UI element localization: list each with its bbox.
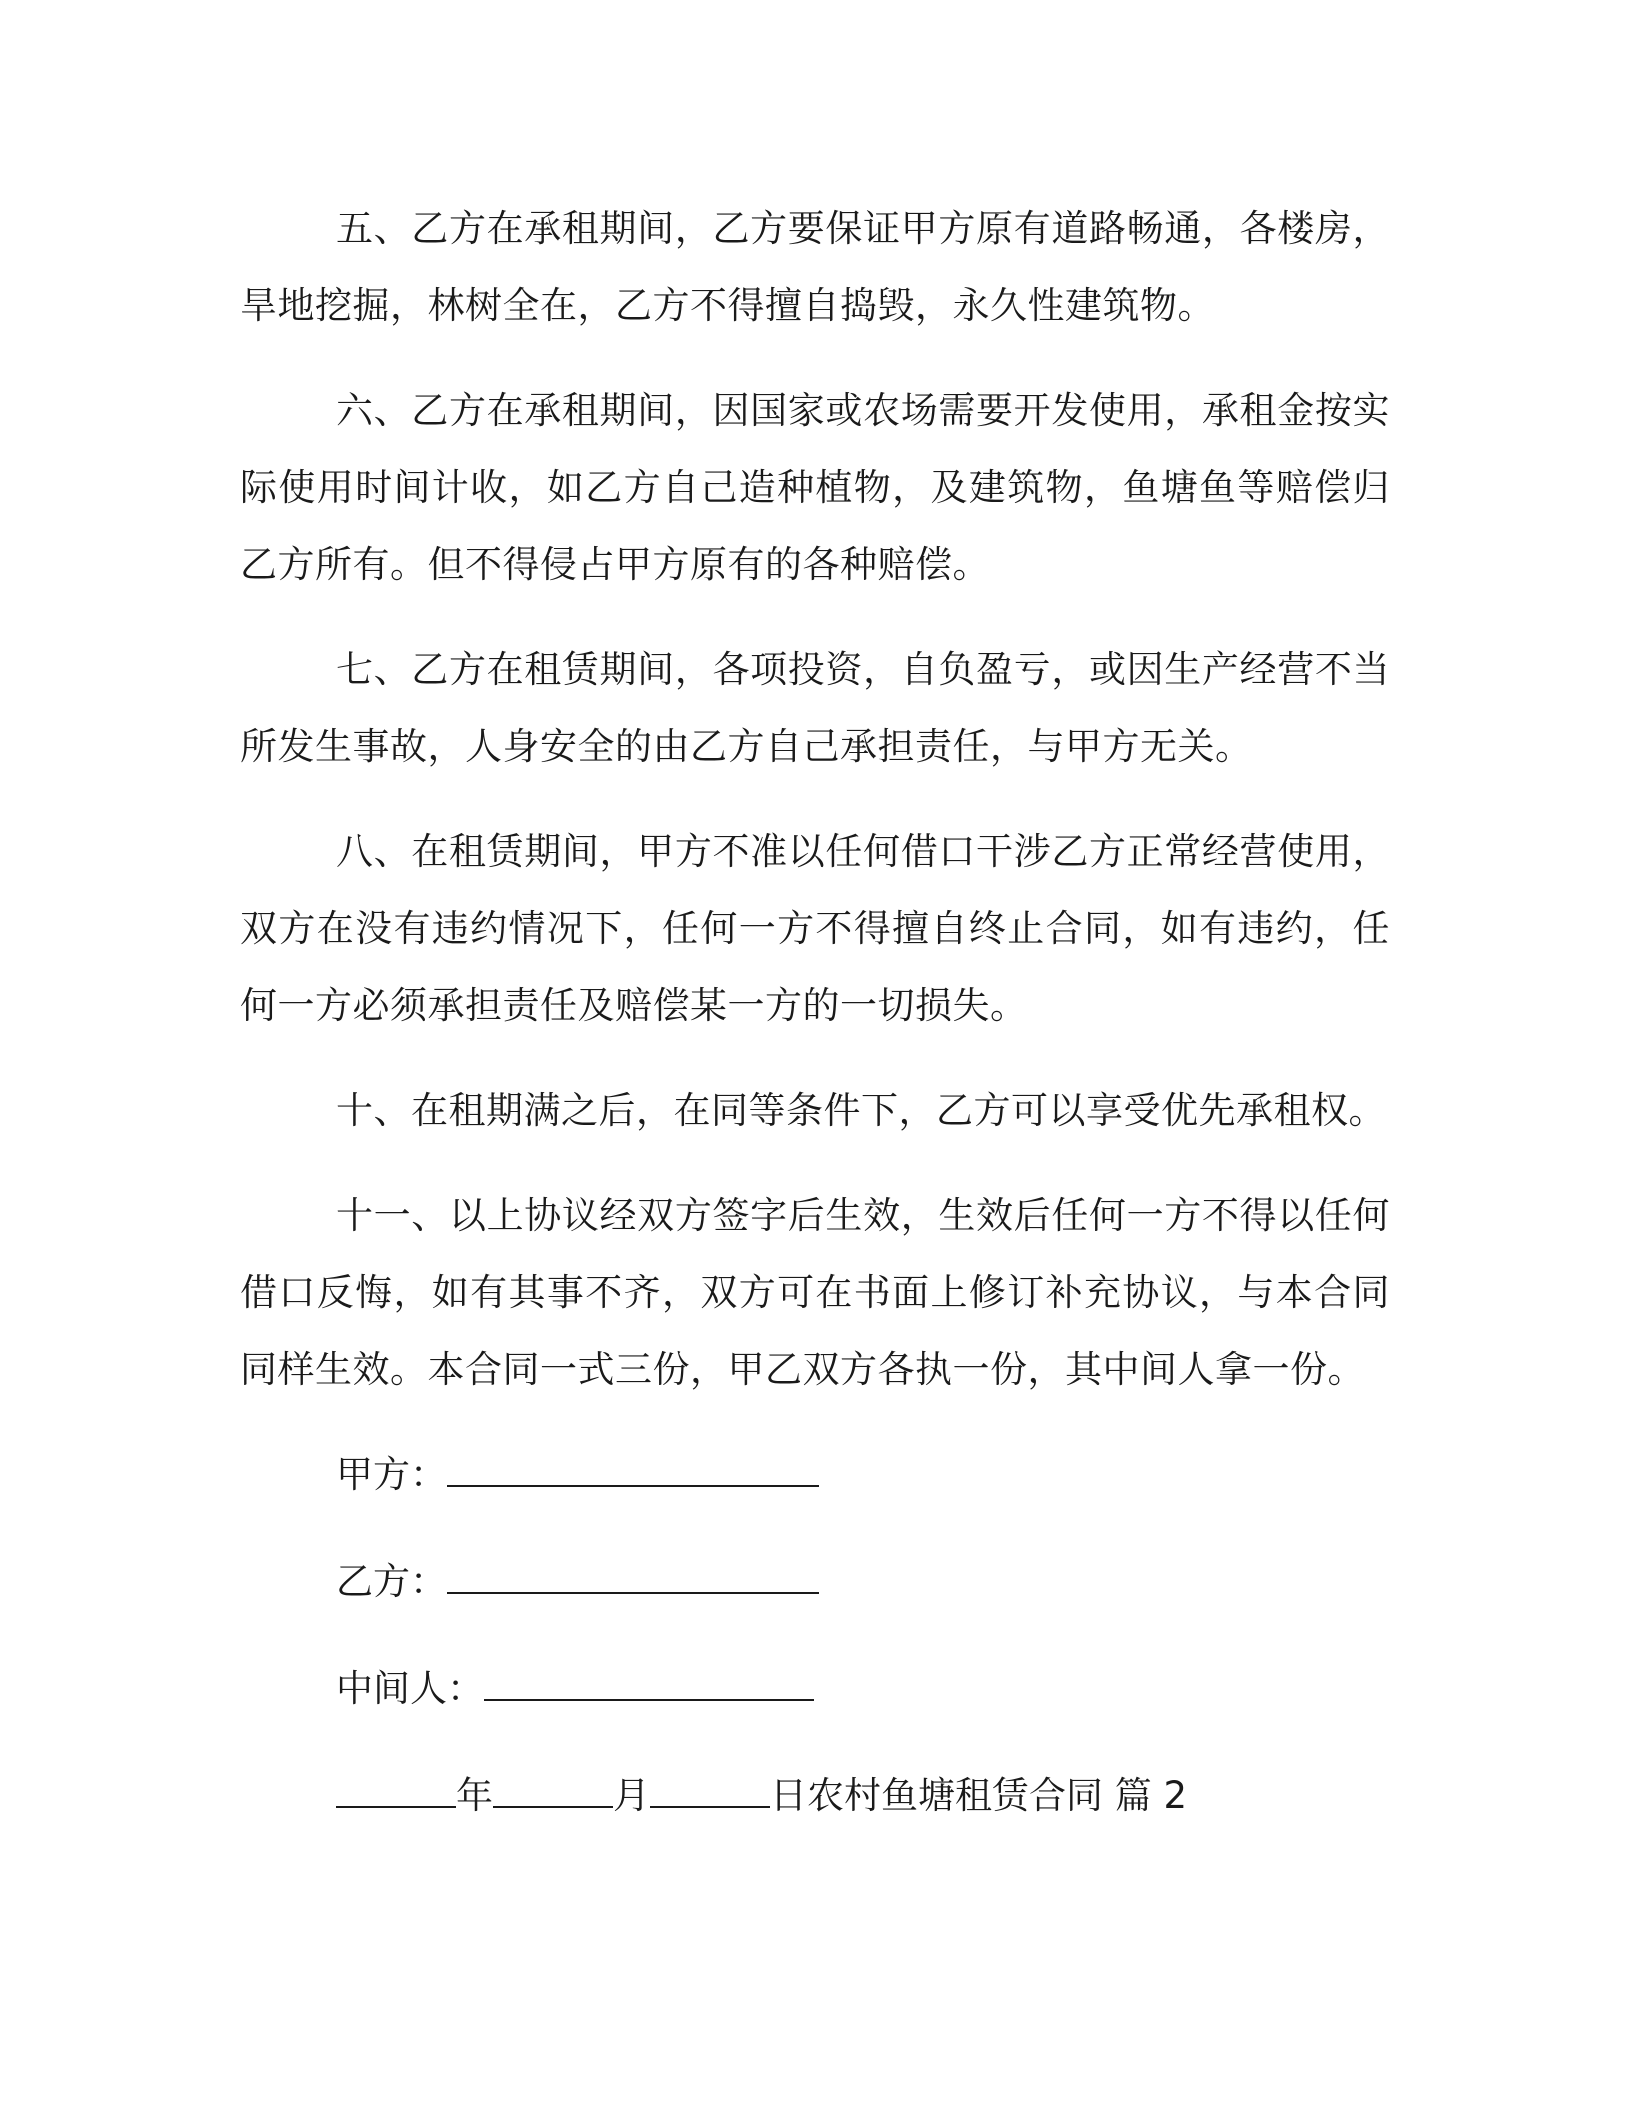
clause-8: 八、在租赁期间，甲方不准以任何借口干涉乙方正常经营使用，双方在没有违约情况下，任何一方不得擅自终止合同，如有违约，任何一方必须承担责任及赔偿某一方的一切损失。 (240, 830, 1390, 1027)
signature-label-middleman: 中间人： (336, 1667, 484, 1710)
signature-blank-party-a (447, 1455, 819, 1487)
signature-label-party-a: 甲方： (336, 1453, 447, 1496)
signature-blank-middleman (484, 1669, 814, 1701)
clause-7: 七、乙方在租赁期间，各项投资，自负盈亏，或因生产经营不当所发生事故，人身安全的由乙方自己承担责任，与甲方无关。 (240, 648, 1390, 768)
year-blank (336, 1776, 456, 1808)
signature-middleman (240, 1650, 1390, 1727)
clause-11: 十一、以上协议经双方签字后生效，生效后任何一方不得以任何借口反悔，如有其事不齐，双方可在书面上修订补充协议，与本合同同样生效。本合同一式三份，甲乙双方各执一份，其中间人拿一份。 (240, 1194, 1390, 1391)
signature-party-a (240, 1436, 1390, 1513)
day-blank (650, 1776, 770, 1808)
day-and-title: 日农村鱼塘租赁合同 篇 2 (770, 1774, 1188, 1817)
month-label: 月 (613, 1774, 650, 1817)
signature-party-b (240, 1543, 1390, 1620)
year-label: 年 (456, 1774, 493, 1817)
clause-10: 十、在租期满之后，在同等条件下，乙方可以享受优先承租权。 (336, 1089, 1386, 1132)
clause-6: 六、乙方在承租期间，因国家或农场需要开发使用，承租金按实际使用时间计收，如乙方自己造种植物，及建筑物，鱼塘鱼等赔偿归乙方所有。但不得侵占甲方原有的各种赔偿。 (240, 389, 1390, 586)
date-line (240, 1757, 1390, 1834)
clause-5: 五、乙方在承租期间，乙方要保证甲方原有道路畅通，各楼房，旱地挖掘，林树全在，乙方不得擅自捣毁，永久性建筑物。 (240, 207, 1390, 327)
month-blank (493, 1776, 613, 1808)
contract-body (240, 190, 1390, 1834)
signature-label-party-b: 乙方： (336, 1560, 447, 1603)
signature-blank-party-b (447, 1562, 819, 1594)
